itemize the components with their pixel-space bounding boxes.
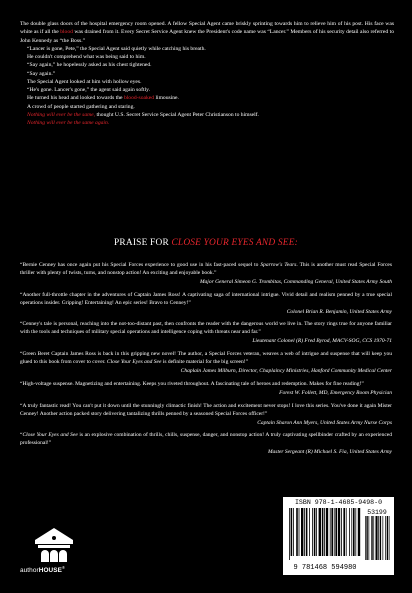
excerpt-paragraph <box>20 20 394 45</box>
review-item <box>20 432 392 457</box>
barcode-graphic <box>287 508 390 572</box>
review-quote <box>20 292 392 308</box>
barcode-addon-bar <box>385 516 386 560</box>
publisher-name-part: author <box>20 567 39 575</box>
barcode-addon-bar <box>376 516 378 560</box>
registered-mark: ® <box>61 565 66 570</box>
barcode-bar <box>289 508 290 560</box>
excerpt-text: He turned his head and looked towards the <box>27 95 124 102</box>
barcode-bar <box>314 508 316 556</box>
excerpt-red-word: blood-soaked <box>123 95 155 102</box>
excerpt-red-italic: Nothing will ever be the same, <box>27 111 96 118</box>
review-quote-title: Sparrow's Tears <box>260 262 297 268</box>
authorhouse-house-icon <box>34 527 74 563</box>
review-author: Forest W. Follett, MD, Emergency Room Physician <box>279 389 392 396</box>
barcode-bar <box>326 508 328 556</box>
barcode-bar <box>338 508 340 556</box>
barcode-bar <box>291 508 293 556</box>
excerpt-line <box>20 111 394 119</box>
barcode-addon-bar <box>378 516 379 560</box>
review-item <box>20 321 392 346</box>
review-author: Lieutenant Colonel (R) Fred Byrod, MACV-SOG, CCS 1970-71 <box>252 338 392 345</box>
barcode-bar <box>322 508 324 556</box>
excerpt-line: The Special Agent looked at him with hollow eyes. <box>27 78 142 85</box>
isbn-number: ISBN 978-1-4685-9498-0 <box>294 499 383 506</box>
barcode-bar <box>346 508 347 556</box>
barcode-bar <box>353 508 355 556</box>
excerpt-line: He couldn't comprehend what was being said to him. <box>27 54 146 60</box>
review-quote-text: is an explosive combination of thrills, chills, suspense, danger, and nonstop action! A truly captivating spellbinder crafted by an experienced professional!” <box>20 432 392 447</box>
barcode-bar <box>341 508 342 556</box>
barcode-bar <box>299 508 300 556</box>
review-item <box>20 292 392 317</box>
excerpt-line: “He's gone. Lancer's gone,” the agent said again softly. <box>27 87 150 93</box>
barcode-addon-bar <box>387 516 388 560</box>
review-item <box>20 403 392 428</box>
review-quote-text: “Another full-throttle chapter in the adventures of Captain James Ross! A captivating saga of international intrigue. Vivid detail and realism penned by a true special operations insider. Gripping! Entertaining! An epic series! Bravo to Cenney!” <box>20 291 392 306</box>
review-quote-text: “ <box>20 432 23 439</box>
excerpt-line: “Lancer is gone, Pete,” the Special Agent said quietly while catching his breath. <box>27 45 206 52</box>
barcode-addon-bar <box>373 516 374 560</box>
review-quote <box>20 321 392 337</box>
praise-prefix: PRAISE FOR <box>114 238 172 248</box>
review-quote-text: is definite material for the big screen!” <box>161 359 249 366</box>
excerpt-line <box>20 94 394 102</box>
barcode-bar <box>306 508 308 556</box>
barcode-bar <box>358 508 360 556</box>
barcode-bar <box>334 508 335 556</box>
review-quote <box>20 403 392 419</box>
excerpt-text: limousine. <box>154 95 179 102</box>
review-author: Major General Simeon G. Trombitas, Commanding General, United States Army South <box>199 278 392 285</box>
barcode-addon-bar <box>389 516 390 560</box>
review-quote-text: “Bernie Cenney has once again put his Special Forces experience to good use in his fast-paced sequel to <box>20 262 261 268</box>
review-item <box>20 262 392 287</box>
excerpt-text: thought U.S. Secret Service Special Agent Peter Christianson to himself. <box>95 111 259 118</box>
isbn-barcode <box>283 497 394 575</box>
review-quote-title: Close Your Eyes and See <box>106 359 162 366</box>
review-quote <box>20 262 392 278</box>
barcode-bar <box>312 508 313 556</box>
review-quote-text: . This is another must read Special Forces thriller with plenty of twists, turns, and nonstop action! An exciting and enjoyable book.” <box>20 262 393 276</box>
barcode-bar <box>304 508 305 556</box>
publisher-name <box>20 565 90 574</box>
publisher-name-bold: HOUSE <box>38 567 62 575</box>
review-item <box>20 381 392 398</box>
praise-book-title: CLOSE YOUR EYES AND SEE: <box>171 238 298 248</box>
review-author: Chaplain James Milburn, Director, Chaplaincy Ministries, Hanford Community Medical Center <box>180 367 392 374</box>
barcode-bar <box>309 508 310 556</box>
review-list <box>20 262 392 462</box>
barcode-bar <box>324 508 325 556</box>
barcode-addon-bar <box>380 516 381 560</box>
story-excerpt <box>20 20 394 127</box>
barcode-bar <box>355 508 356 556</box>
review-item <box>20 351 392 376</box>
barcode-bar <box>319 508 321 556</box>
excerpt-red-word: blood <box>60 29 73 36</box>
excerpt-line: “Say again.” <box>27 70 56 77</box>
excerpt-text: The double glass doors of the hospital emergency room opened. A fellow Special Agent came briskly sprinting towards him to relieve him of his post. His face was white as if all the <box>20 21 394 36</box>
excerpt-line: “Say again,” he hopelessly asked as his chest tightened. <box>27 62 152 69</box>
barcode-addon-bar <box>383 516 384 560</box>
barcode-bar <box>293 508 294 556</box>
barcode-bar <box>331 508 333 556</box>
review-author: Master Sergeant (R) Michael S. Fia, United States Army <box>267 449 392 456</box>
review-author: Captain Sharon Ann Myers, United States Army Nurse Corps <box>257 419 392 426</box>
barcode-addon-bar <box>366 516 367 560</box>
review-author: Colonel Brian R. Benjamin, United States Army <box>286 308 392 315</box>
excerpt-line: A crowd of people started gathering and staring. <box>27 103 135 110</box>
barcode-addon-bar <box>369 516 370 560</box>
barcode-bar <box>301 508 303 556</box>
publisher-logo <box>20 527 90 577</box>
review-quote-text: “Cenney's tale is personal, reaching into the not-too-distant past, then confronts the reader with the dangerous world we live in. The story rings true for anyone familiar with the tools and techniques of military special operations and intelligence coping with threats near and far.” <box>20 321 392 336</box>
review-quote-text: “A truly fantastic read! You can't put it down until the stunningly climactic finish! The action and excitement never stops! I love this series. You've done it again Mister Cenney! Another action packed story delivering tantalizing thrills penned by a seasoned Special Forces officer!” <box>20 402 392 417</box>
barcode-bar <box>343 508 345 556</box>
barcode-bar <box>316 508 317 556</box>
excerpt-closing-line: Nothing will ever be the same again. <box>27 120 110 126</box>
review-quote <box>20 381 392 389</box>
barcode-bar <box>351 508 352 556</box>
barcode-bar <box>349 508 350 556</box>
barcode-bar <box>296 508 298 556</box>
barcode-bar <box>330 508 331 556</box>
barcode-addon-digits: 53199 <box>367 509 387 516</box>
excerpt-text: was drained from it. Every Secret Service Agent knew the President's code name was “Lancer.” Members of his security detail also referred to John Kennedy as “the Boss.” <box>20 29 394 44</box>
review-quote-title: Close Your Eyes and See <box>22 432 78 439</box>
review-quote <box>20 351 392 367</box>
review-quote-text: “High-voltage suspense. Magnetizing and entertaining. Keeps you riveted throughout. A fascinating tale of heroes and redemption. Makes for fine reading!” <box>20 380 364 387</box>
barcode-addon-bar <box>371 516 372 560</box>
barcode-addon-bar <box>365 516 366 560</box>
barcode-bar <box>335 508 337 556</box>
praise-heading <box>0 238 412 248</box>
review-quote-text: “Green Beret Captain James Ross is back in this gripping new novel! The author, a Special Forces veteran, weaves a web of intrigue and suspense that will keep you glued to this book from cover to cover. <box>20 351 392 366</box>
review-quote <box>20 432 392 448</box>
barcode-digits: 9 781468 594980 <box>293 564 357 572</box>
